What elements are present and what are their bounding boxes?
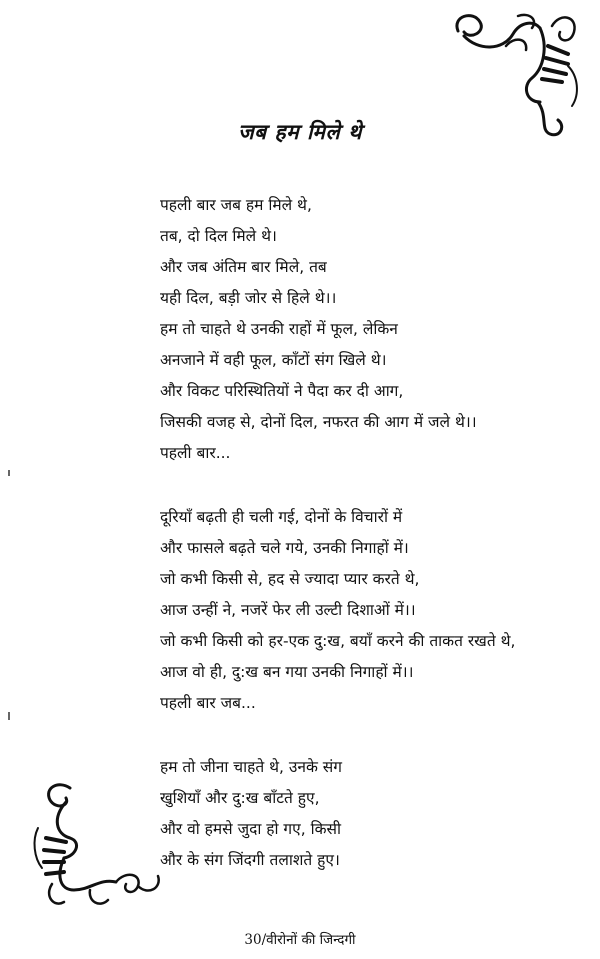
scan-mark [8, 470, 10, 476]
poem-line: तब, दो दिल मिले थे। [160, 227, 277, 245]
page-footer: 30/वीरोनों की जिन्दगी [244, 932, 356, 948]
poem-line: पहली बार जब... [160, 694, 256, 712]
poem-line: और फासले बढ़ते चले गये, उनकी निगाहों में। [160, 539, 409, 557]
stanza [160, 502, 590, 719]
stanza [160, 190, 590, 469]
poem-line: और जब अंतिम बार मिले, तब [160, 258, 327, 276]
poem-line: हम तो जीना चाहते थे, उनके संग [160, 758, 343, 776]
poem-line: और वो हमसे जुदा हो गए, किसी [160, 820, 341, 838]
poem-line: हम तो चाहते थे उनकी राहों में फूल, लेकिन [160, 320, 398, 338]
poem-line: जिसकी वजह से, दोनों दिल, नफरत की आग में जले थे।। [160, 413, 477, 431]
poem-line: पहली बार... [160, 444, 231, 462]
poem-line: और के संग जिंदगी तलाशते हुए। [160, 851, 340, 869]
poem-line: आज उन्हीं ने, नजरें फेर ली उल्टी दिशाओं में।। [160, 601, 416, 619]
stanza [160, 752, 590, 876]
poem-line: पहली बार जब हम मिले थे, [160, 196, 312, 214]
scan-mark [8, 712, 10, 720]
poem-title: जब हम मिले थे [238, 120, 362, 144]
poem-line: जो कभी किसी से, हद से ज्यादा प्यार करते थे, [160, 570, 420, 588]
poem-line: और विकट परिस्थितियों ने पैदा कर दी आग, [160, 382, 404, 400]
poem-line: आज वो ही, दु:ख बन गया उनकी निगाहों में।। [160, 663, 414, 681]
poem-line: यही दिल, बड़ी जोर से हिले थे।। [160, 289, 337, 307]
poem-line: खुशियाँ और दु:ख बाँटते हुए, [160, 789, 320, 807]
floral-flourish-icon [30, 778, 170, 916]
poem-line: दूरियाँ बढ़ती ही चली गई, दोनों के विचारों में [160, 508, 403, 526]
poem-line: अनजाने में वही फूल, काँटों संग खिले थे। [160, 351, 387, 369]
poem-line: जो कभी किसी को हर-एक दु:ख, बयाँ करने की ताकत रखते थे, [160, 632, 516, 650]
poem-body [160, 190, 590, 876]
